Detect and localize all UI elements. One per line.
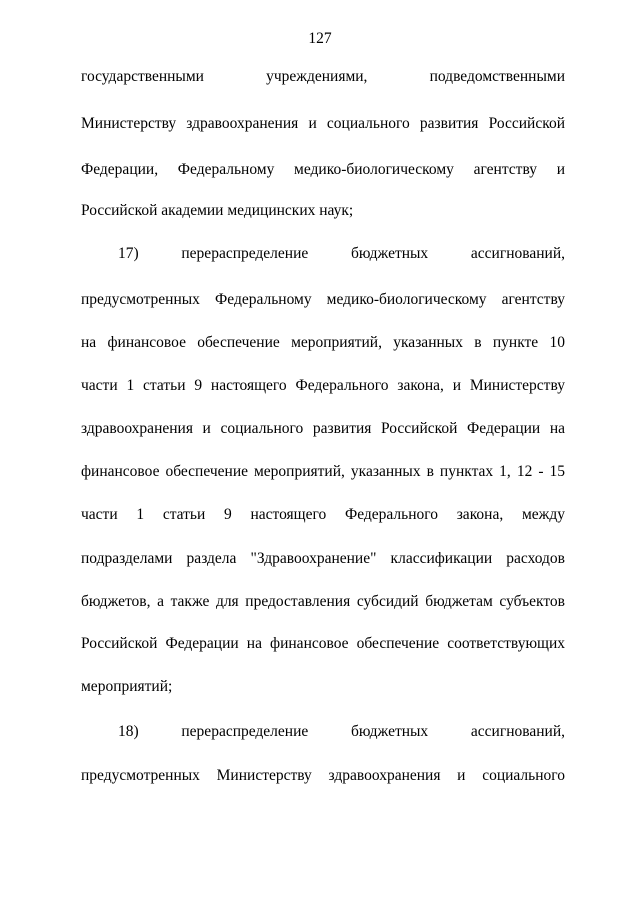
text-line: Российской Федерации на финансовое обеспечение соответствующих — [81, 635, 565, 652]
text-line: мероприятий; — [81, 678, 173, 695]
text-line: здравоохранения и социального развития Российской Федерации на — [81, 420, 565, 437]
text-line: предусмотренных Федеральному медико-биологическому агентству — [81, 291, 565, 308]
text-line: подразделами раздела "Здравоохранение" классификации расходов — [81, 550, 565, 567]
text-line: части 1 статьи 9 настоящего Федерального закона, и Министерству — [81, 377, 565, 394]
text-line: финансовое обеспечение мероприятий, указанных в пунктах 1, 12 - 15 — [81, 463, 565, 480]
text-line: 18) перераспределение бюджетных ассигнований, — [118, 723, 565, 740]
page-number: 127 — [308, 30, 332, 47]
text-line: 17) перераспределение бюджетных ассигнований, — [118, 245, 565, 262]
text-line: бюджетов, а также для предоставления субсидий бюджетам субъектов — [81, 593, 565, 610]
text-line: государственными учреждениями, подведомственными — [81, 68, 565, 85]
text-line: на финансовое обеспечение мероприятий, указанных в пункте 10 — [81, 334, 565, 351]
text-line: Российской академии медицинских наук; — [81, 202, 354, 219]
text-line: части 1 статьи 9 настоящего Федерального закона, между — [81, 506, 565, 523]
text-line: Федерации, Федеральному медико-биологическому агентству и — [81, 161, 565, 178]
text-line: Министерству здравоохранения и социального развития Российской — [81, 115, 565, 132]
text-line: предусмотренных Министерству здравоохранения и социального — [81, 767, 565, 784]
